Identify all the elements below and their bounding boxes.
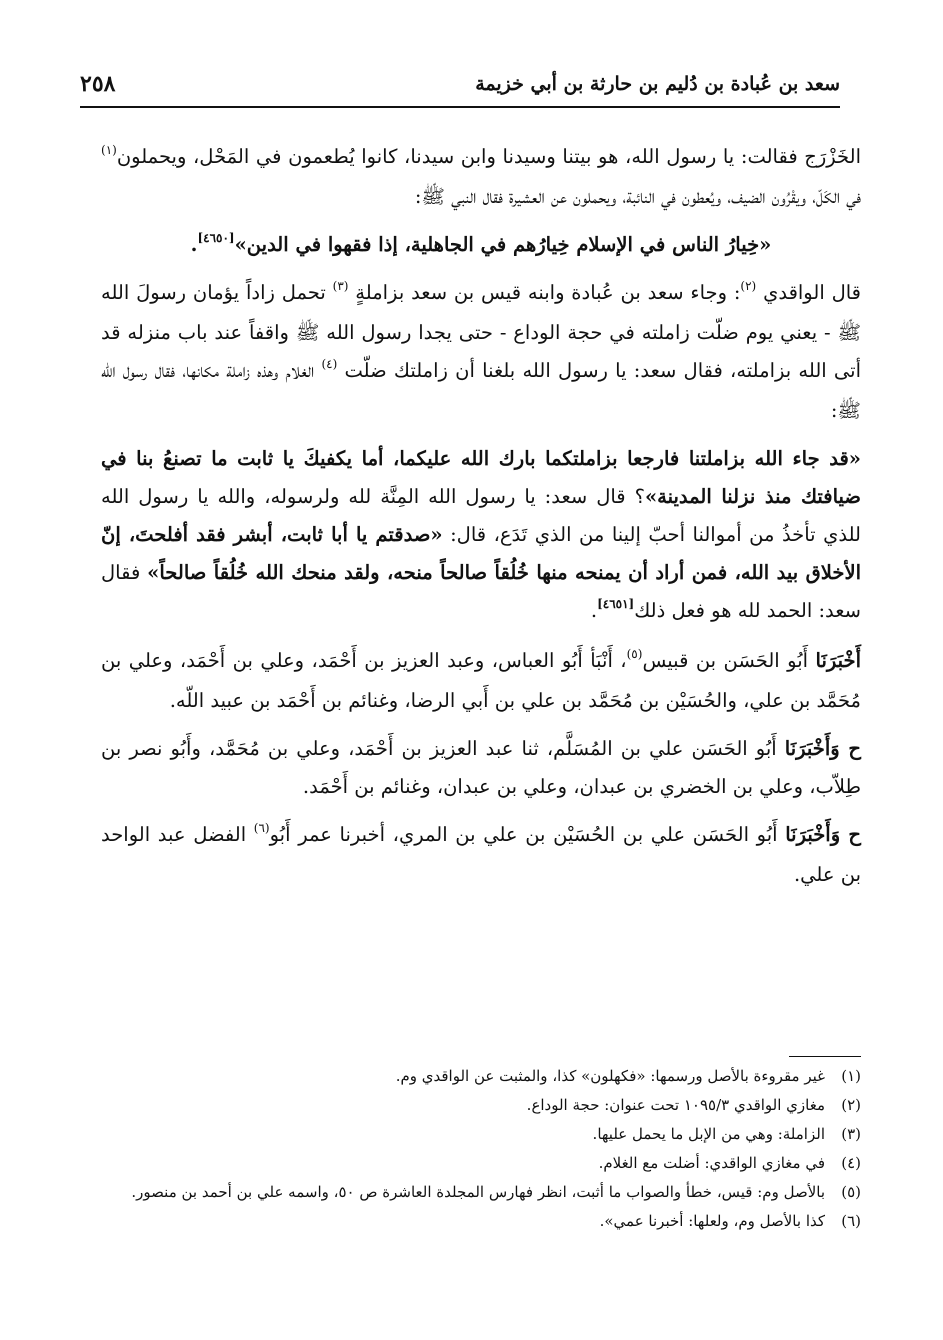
waqidi-text-3: تحمل زاداً يؤمان رسولَ الله ﷺ - يعني يوم ضلّت زاملته في حجة الوداع - حتى يجدا رسول الله ﷺ واقفاً عند باب منزله قد أتى الله بزاملته، فقال سعد: يا رسول الله بلغنا أن زاملتك ضلّت [101,281,862,382]
footnote-number: (٢) [841,1096,861,1114]
hadith-2-text-1: ؟ قال سعد: يا رسول الله المِنَّة لله ولرسوله، والله يا رسول الله للذي تأخذُ من أموالنا أحبّ إلينا من الذي تَدَع، قال: [101,485,861,546]
hadith-1-end: . [190,233,198,256]
waqidi-text-2: : وجاء سعد بن عُبادة وابنه قيس بن سعد بزاملةٍ [348,281,741,304]
page-number: ٢٥٨ [80,71,116,97]
footnote-text: كذا بالأصل وم، ولعلها: أخبرنا عمي». [599,1212,825,1230]
isnad-2 [101,730,861,806]
footnote [101,1091,861,1120]
footnote-marker-1: (١) [101,143,117,157]
waqidi-text-4: الغلام وهذه زاملة مكانها، فقال رسول الله ﷺ: [101,359,861,422]
footnote-text: غير مقروءة بالأصل ورسمها: «فكهلون» كذا، والمثبت عن الواقدي وم. [395,1067,825,1085]
hadith-2-quote-2: «صدقتم يا أبا ثابت، أبشر فقد أفلحتَ، إنّ الأخلاق بيد الله، فمن أراد أن يمنحه منها خُلُقاً صالحاً منحه، ولقد منحك الله خُلُقاً صالحاً» [101,523,861,584]
footnote-number: (١) [841,1067,861,1085]
isnad-3-lead: وَأَخْبَرَنَا [785,823,841,846]
footnote-marker-2: (٢) [740,279,757,293]
footnote-marker-6: (٦) [253,821,270,835]
hadith-2-quote-1: «قد جاء الله بزاملتنا فارجعا بزاملتكما بارك الله عليكما، أما يكفيكَ يا ثابت ما تصنعُ بنا في ضيافتك منذ نزلنا المدينة» [101,447,861,508]
isnad-3-ha: ح [840,823,861,846]
isnad-2-text: أَبُو الحَسَن علي بن المُسَلَّم، ثنا عبد العزيز بن أَحْمَد، وعلي بن مُحَمَّد، وأَبُو نصر بن طِلاّب، وعلي بن الخضري بن عبدان، وعلي بن عبدان، وغنائم بن أَحْمَد. [101,737,861,798]
paragraph-waqidi [101,274,861,430]
main-text [101,138,861,904]
hadith-2 [101,440,861,632]
paragraph-1 [101,138,861,216]
footnote [101,1207,861,1236]
paragraph-1-text: الخَزْرَج فقالت: يا رسول الله، هو بيتنا وسيدنا وابن سيدنا، كانوا يُطعمون في المَحْل، ويحملون [116,145,861,168]
footnote [101,1178,861,1207]
isnad-3-text-1: أَبُو الحَسَن علي بن الحُسَيْن بن علي بن المري، أخبرنا عمر أَبُو [269,823,786,846]
running-title: سعد بن عُبادة بن دُليم بن حارثة بن أبي خزيمة [475,73,840,95]
footnote-text: مغازي الواقدي ١٠٩٥/٣ تحت عنوان: حجة الوداع. [526,1096,825,1114]
footnote [101,1149,861,1178]
isnad-1 [101,642,861,720]
header-rule [80,106,840,108]
waqidi-text-1: قال الواقدي [756,281,861,304]
footnote-number: (٤) [841,1154,861,1172]
isnad-2-lead: وَأَخْبَرَنَا [784,737,840,760]
hadith-1-number: [٤٦٥٠] [197,231,235,245]
footnote-number: (٦) [841,1212,861,1230]
footnote-marker-4: (٤) [321,357,338,371]
isnad-3-text-2: الفضل عبد الواحد بن علي. [101,823,861,886]
footnote-text: في مغازي الواقدي: أضلت مع الغلام. [598,1154,825,1172]
isnad-1-text-1: أَبُو الحَسَن بن قبيس [642,649,816,672]
hadith-1 [101,226,861,266]
hadith-1-text: «خِيارُ الناس في الإسلام خِيارُهم في الجاهلية، إذا فقهوا في الدين» [234,233,772,256]
footnote-marker-3: (٣) [332,279,349,293]
footnote-number: (٣) [841,1125,861,1143]
paragraph-1-text-2: في الكَلّ، ويقْرُون الضيف، ويُعطون في النائبة، ويحملون عن العشيرة فقال النبي ﷺ: [414,185,861,208]
hadith-2-number: [٤٦٥١] [597,597,635,611]
hadith-2-text-2: فقال سعد: الحمد لله هو فعل ذلك [101,561,861,622]
footnote-text: بالأصل وم: قيس، خطأ والصواب ما أثبت، انظر فهارس المجلدة العاشرة ص ٥٠، واسمه علي بن أحمد بن منصور. [131,1183,825,1201]
isnad-1-lead: أَخْبَرَنَا [815,649,861,672]
footnote [101,1120,861,1149]
footnote-number: (٥) [841,1183,861,1201]
isnad-2-ha: ح [839,737,861,760]
page-header [80,62,840,106]
footnote-rule [789,1056,861,1057]
footnote [101,1062,861,1091]
footnotes [101,1062,861,1236]
hadith-2-end: . [590,599,598,622]
footnote-text: الزاملة: وهي من الإبل ما يحمل عليها. [592,1125,825,1143]
footnote-marker-5: (٥) [626,647,643,661]
isnad-1-text-2: ، أَنْبَأ أَبُو العباس، وعبد العزيز بن أَحْمَد، وعلي بن أَحْمَد، وعلي بن مُحَمَّد بن علي، والحُسَيْن بن مُحَمَّد بن علي بن أَبي الرضا، وغنائم بن أَحْمَد بن عبيد اللّه. [101,649,861,712]
isnad-3 [101,816,861,894]
